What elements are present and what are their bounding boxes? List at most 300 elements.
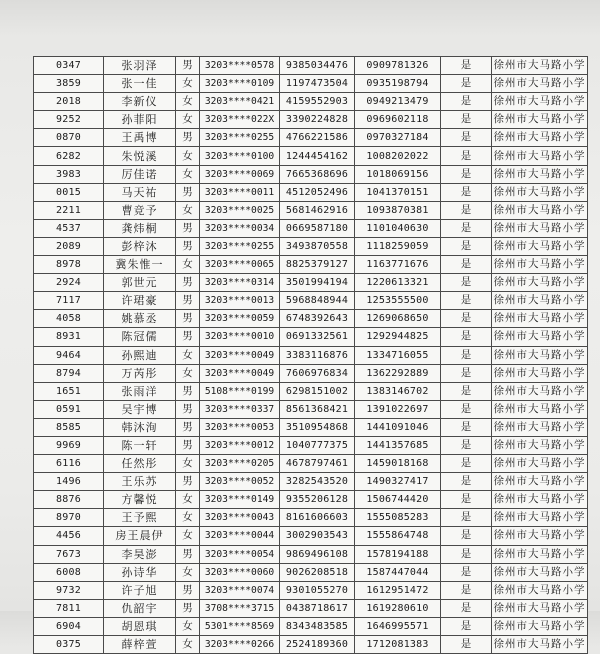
- cell-gender: 女: [176, 93, 200, 111]
- cell-number-b: 1441357685: [355, 436, 441, 454]
- cell-id: 2018: [34, 93, 104, 111]
- cell-gender: 男: [176, 599, 200, 617]
- cell-flag: 是: [441, 111, 492, 129]
- cell-name: 李昊澎: [104, 545, 176, 563]
- cell-number-b: 1220613321: [355, 274, 441, 292]
- cell-name: 方馨悦: [104, 491, 176, 509]
- cell-name: 韩沐洵: [104, 418, 176, 436]
- cell-id-number: 5108****0199: [200, 382, 280, 400]
- cell-id-number: 3203****0012: [200, 436, 280, 454]
- cell-id: 2924: [34, 274, 104, 292]
- cell-id: 9464: [34, 346, 104, 364]
- cell-number-a: 9026208518: [280, 563, 355, 581]
- cell-gender: 女: [176, 364, 200, 382]
- cell-flag: 是: [441, 292, 492, 310]
- cell-school: 徐州市大马路小学: [492, 274, 588, 292]
- cell-flag: 是: [441, 183, 492, 201]
- cell-id: 6282: [34, 147, 104, 165]
- cell-number-b: 1441091046: [355, 418, 441, 436]
- cell-school: 徐州市大马路小学: [492, 292, 588, 310]
- cell-flag: 是: [441, 201, 492, 219]
- cell-id: 8931: [34, 328, 104, 346]
- cell-name: 龚炜桐: [104, 219, 176, 237]
- cell-id-number: 3203****0049: [200, 364, 280, 382]
- table-row: [34, 237, 588, 255]
- cell-id: 0375: [34, 636, 104, 654]
- cell-gender: 女: [176, 346, 200, 364]
- cell-id-number: 3203****0043: [200, 509, 280, 527]
- cell-school: 徐州市大马路小学: [492, 617, 588, 635]
- table-row: [34, 292, 588, 310]
- cell-name: 王禹博: [104, 129, 176, 147]
- cell-id: 8794: [34, 364, 104, 382]
- cell-school: 徐州市大马路小学: [492, 183, 588, 201]
- cell-id-number: 3203****0052: [200, 473, 280, 491]
- table-row: [34, 75, 588, 93]
- cell-id: 1651: [34, 382, 104, 400]
- cell-name: 王乐苏: [104, 473, 176, 491]
- cell-number-a: 5968848944: [280, 292, 355, 310]
- table-row: [34, 436, 588, 454]
- cell-flag: 是: [441, 636, 492, 654]
- cell-number-b: 1163771676: [355, 256, 441, 274]
- table-row: [34, 93, 588, 111]
- table-row: [34, 310, 588, 328]
- table-row: [34, 581, 588, 599]
- cell-school: 徐州市大马路小学: [492, 599, 588, 617]
- cell-number-a: 9385034476: [280, 57, 355, 75]
- cell-flag: 是: [441, 382, 492, 400]
- cell-school: 徐州市大马路小学: [492, 509, 588, 527]
- cell-number-a: 3383116876: [280, 346, 355, 364]
- cell-school: 徐州市大马路小学: [492, 382, 588, 400]
- cell-id-number: 3203****0025: [200, 201, 280, 219]
- cell-id: 6904: [34, 617, 104, 635]
- table-row: [34, 473, 588, 491]
- cell-flag: 是: [441, 418, 492, 436]
- cell-gender: 男: [176, 382, 200, 400]
- cell-school: 徐州市大马路小学: [492, 93, 588, 111]
- cell-id: 7673: [34, 545, 104, 563]
- cell-number-b: 1506744420: [355, 491, 441, 509]
- cell-flag: 是: [441, 527, 492, 545]
- cell-name: 薛梓萱: [104, 636, 176, 654]
- cell-number-a: 4766221586: [280, 129, 355, 147]
- cell-number-b: 0935198794: [355, 75, 441, 93]
- cell-number-b: 1269068650: [355, 310, 441, 328]
- cell-number-b: 0970327184: [355, 129, 441, 147]
- cell-id-number: 3203****0149: [200, 491, 280, 509]
- cell-flag: 是: [441, 491, 492, 509]
- cell-flag: 是: [441, 147, 492, 165]
- cell-gender: 女: [176, 201, 200, 219]
- cell-id: 4537: [34, 219, 104, 237]
- cell-number-b: 1018069156: [355, 165, 441, 183]
- cell-number-b: 1253555500: [355, 292, 441, 310]
- cell-flag: 是: [441, 563, 492, 581]
- table-row: [34, 400, 588, 418]
- table-row: [34, 129, 588, 147]
- table-row: [34, 165, 588, 183]
- table-row: [34, 382, 588, 400]
- cell-school: 徐州市大马路小学: [492, 147, 588, 165]
- cell-gender: 女: [176, 563, 200, 581]
- cell-name: 许子旭: [104, 581, 176, 599]
- cell-gender: 男: [176, 292, 200, 310]
- cell-name: 陈一轩: [104, 436, 176, 454]
- cell-gender: 男: [176, 310, 200, 328]
- cell-number-a: 3493870558: [280, 237, 355, 255]
- cell-gender: 男: [176, 581, 200, 599]
- cell-id-number: 3203****0205: [200, 455, 280, 473]
- cell-number-a: 3390224828: [280, 111, 355, 129]
- cell-id: 7117: [34, 292, 104, 310]
- cell-gender: 女: [176, 111, 200, 129]
- cell-name: 郭世元: [104, 274, 176, 292]
- cell-gender: 男: [176, 237, 200, 255]
- cell-number-b: 0909781326: [355, 57, 441, 75]
- document-sheet: [33, 56, 587, 654]
- cell-number-b: 1391022697: [355, 400, 441, 418]
- cell-school: 徐州市大马路小学: [492, 473, 588, 491]
- cell-number-a: 0691332561: [280, 328, 355, 346]
- cell-name: 曹竞予: [104, 201, 176, 219]
- cell-number-b: 1646995571: [355, 617, 441, 635]
- cell-gender: 女: [176, 509, 200, 527]
- table-row: [34, 527, 588, 545]
- cell-number-b: 1362292889: [355, 364, 441, 382]
- cell-name: 胡恩琪: [104, 617, 176, 635]
- cell-id: 0347: [34, 57, 104, 75]
- cell-flag: 是: [441, 256, 492, 274]
- cell-flag: 是: [441, 328, 492, 346]
- cell-school: 徐州市大马路小学: [492, 129, 588, 147]
- cell-gender: 男: [176, 129, 200, 147]
- cell-school: 徐州市大马路小学: [492, 310, 588, 328]
- cell-flag: 是: [441, 219, 492, 237]
- cell-flag: 是: [441, 509, 492, 527]
- cell-id-number: 3203****0266: [200, 636, 280, 654]
- table-row: [34, 219, 588, 237]
- cell-name: 孙诗华: [104, 563, 176, 581]
- cell-id: 8585: [34, 418, 104, 436]
- cell-gender: 女: [176, 617, 200, 635]
- table-row: [34, 636, 588, 654]
- cell-id-number: 3203****0049: [200, 346, 280, 364]
- cell-name: 孙菲阳: [104, 111, 176, 129]
- table-row: [34, 599, 588, 617]
- cell-name: 房王晨伊: [104, 527, 176, 545]
- cell-id-number: 3203****0010: [200, 328, 280, 346]
- cell-flag: 是: [441, 436, 492, 454]
- table-row: [34, 201, 588, 219]
- cell-school: 徐州市大马路小学: [492, 364, 588, 382]
- cell-number-b: 0949213479: [355, 93, 441, 111]
- table-row: [34, 364, 588, 382]
- cell-id-number: 3708****3715: [200, 599, 280, 617]
- cell-gender: 女: [176, 636, 200, 654]
- cell-number-a: 9869496108: [280, 545, 355, 563]
- cell-school: 徐州市大马路小学: [492, 491, 588, 509]
- cell-id: 9252: [34, 111, 104, 129]
- cell-flag: 是: [441, 346, 492, 364]
- cell-name: 孙熙迪: [104, 346, 176, 364]
- cell-gender: 女: [176, 491, 200, 509]
- cell-number-a: 0669587180: [280, 219, 355, 237]
- cell-school: 徐州市大马路小学: [492, 256, 588, 274]
- cell-id-number: 3203****0109: [200, 75, 280, 93]
- cell-number-a: 9355206128: [280, 491, 355, 509]
- table-row: [34, 328, 588, 346]
- cell-id: 0015: [34, 183, 104, 201]
- table-row: [34, 418, 588, 436]
- cell-number-b: 1712081383: [355, 636, 441, 654]
- cell-gender: 男: [176, 545, 200, 563]
- table-row: [34, 256, 588, 274]
- cell-name: 仇韶宇: [104, 599, 176, 617]
- cell-id-number: 3203****0053: [200, 418, 280, 436]
- cell-school: 徐州市大马路小学: [492, 111, 588, 129]
- cell-number-a: 3282543520: [280, 473, 355, 491]
- cell-school: 徐州市大马路小学: [492, 328, 588, 346]
- cell-name: 彭梓沐: [104, 237, 176, 255]
- cell-name: 任然彤: [104, 455, 176, 473]
- cell-id-number: 3203****0034: [200, 219, 280, 237]
- cell-id: 8978: [34, 256, 104, 274]
- cell-number-b: 1555864748: [355, 527, 441, 545]
- cell-number-a: 9301055270: [280, 581, 355, 599]
- cell-number-a: 6748392643: [280, 310, 355, 328]
- cell-id-number: 3203****0578: [200, 57, 280, 75]
- cell-gender: 男: [176, 183, 200, 201]
- cell-id: 1496: [34, 473, 104, 491]
- cell-id-number: 3203****0069: [200, 165, 280, 183]
- cell-number-a: 2524189360: [280, 636, 355, 654]
- cell-gender: 男: [176, 328, 200, 346]
- cell-school: 徐州市大马路小学: [492, 527, 588, 545]
- cell-id-number: 3203****0059: [200, 310, 280, 328]
- cell-id-number: 3203****0060: [200, 563, 280, 581]
- cell-id-number: 3203****0065: [200, 256, 280, 274]
- cell-school: 徐州市大马路小学: [492, 455, 588, 473]
- cell-gender: 女: [176, 527, 200, 545]
- cell-gender: 男: [176, 219, 200, 237]
- cell-number-a: 0438718617: [280, 599, 355, 617]
- cell-name: 陈冠儒: [104, 328, 176, 346]
- cell-name: 李新仪: [104, 93, 176, 111]
- table-body: [34, 57, 588, 654]
- cell-school: 徐州市大马路小学: [492, 400, 588, 418]
- cell-id: 9969: [34, 436, 104, 454]
- cell-id: 9732: [34, 581, 104, 599]
- cell-flag: 是: [441, 400, 492, 418]
- cell-id: 7811: [34, 599, 104, 617]
- cell-name: 张一佳: [104, 75, 176, 93]
- cell-flag: 是: [441, 274, 492, 292]
- cell-number-a: 7665368696: [280, 165, 355, 183]
- cell-number-b: 1490327417: [355, 473, 441, 491]
- table-row: [34, 491, 588, 509]
- cell-number-a: 1244454162: [280, 147, 355, 165]
- table-row: [34, 183, 588, 201]
- cell-name: 许珺豪: [104, 292, 176, 310]
- cell-id-number: 3203****0074: [200, 581, 280, 599]
- table-row: [34, 346, 588, 364]
- cell-id-number: 3203****0255: [200, 129, 280, 147]
- table-row: [34, 147, 588, 165]
- cell-gender: 男: [176, 418, 200, 436]
- table-row: [34, 57, 588, 75]
- table-row: [34, 509, 588, 527]
- cell-id-number: 3203****0044: [200, 527, 280, 545]
- cell-number-b: 1383146702: [355, 382, 441, 400]
- cell-number-a: 1040777375: [280, 436, 355, 454]
- cell-flag: 是: [441, 75, 492, 93]
- cell-name: 厉佳诺: [104, 165, 176, 183]
- cell-name: 吴宇博: [104, 400, 176, 418]
- cell-number-b: 0969602118: [355, 111, 441, 129]
- cell-number-b: 1101040630: [355, 219, 441, 237]
- cell-number-b: 1093870381: [355, 201, 441, 219]
- cell-id: 8970: [34, 509, 104, 527]
- cell-gender: 男: [176, 274, 200, 292]
- cell-number-a: 6298151002: [280, 382, 355, 400]
- table-row: [34, 617, 588, 635]
- cell-id-number: 3203****0100: [200, 147, 280, 165]
- cell-flag: 是: [441, 473, 492, 491]
- cell-flag: 是: [441, 57, 492, 75]
- cell-id-number: 3203****0314: [200, 274, 280, 292]
- cell-id: 3983: [34, 165, 104, 183]
- cell-school: 徐州市大马路小学: [492, 165, 588, 183]
- student-list-table: [33, 56, 588, 654]
- cell-id-number: 3203****022X: [200, 111, 280, 129]
- cell-flag: 是: [441, 617, 492, 635]
- cell-gender: 男: [176, 473, 200, 491]
- cell-number-b: 1459018168: [355, 455, 441, 473]
- cell-id-number: 3203****0011: [200, 183, 280, 201]
- cell-school: 徐州市大马路小学: [492, 563, 588, 581]
- cell-number-b: 1041370151: [355, 183, 441, 201]
- cell-id-number: 3203****0054: [200, 545, 280, 563]
- cell-name: 姚慕丞: [104, 310, 176, 328]
- table-row: [34, 563, 588, 581]
- cell-id: 4058: [34, 310, 104, 328]
- table-row: [34, 545, 588, 563]
- cell-name: 朱悦溪: [104, 147, 176, 165]
- cell-id: 3859: [34, 75, 104, 93]
- cell-gender: 女: [176, 147, 200, 165]
- cell-number-a: 8561368421: [280, 400, 355, 418]
- cell-school: 徐州市大马路小学: [492, 57, 588, 75]
- cell-name: 张羽泽: [104, 57, 176, 75]
- cell-number-a: 3501994194: [280, 274, 355, 292]
- cell-number-a: 8343483585: [280, 617, 355, 635]
- cell-flag: 是: [441, 455, 492, 473]
- cell-id-number: 3203****0337: [200, 400, 280, 418]
- cell-school: 徐州市大马路小学: [492, 581, 588, 599]
- cell-name: 冀朱惟一: [104, 256, 176, 274]
- cell-school: 徐州市大马路小学: [492, 636, 588, 654]
- cell-gender: 女: [176, 256, 200, 274]
- cell-school: 徐州市大马路小学: [492, 346, 588, 364]
- cell-school: 徐州市大马路小学: [492, 219, 588, 237]
- cell-number-a: 4678797461: [280, 455, 355, 473]
- cell-number-a: 5681462916: [280, 201, 355, 219]
- cell-name: 张雨洋: [104, 382, 176, 400]
- cell-id: 2211: [34, 201, 104, 219]
- cell-gender: 女: [176, 455, 200, 473]
- cell-id-number: 3203****0421: [200, 93, 280, 111]
- cell-id: 6116: [34, 455, 104, 473]
- cell-school: 徐州市大马路小学: [492, 545, 588, 563]
- cell-number-a: 3510954868: [280, 418, 355, 436]
- cell-flag: 是: [441, 237, 492, 255]
- cell-number-b: 1555085283: [355, 509, 441, 527]
- cell-number-a: 4159552903: [280, 93, 355, 111]
- cell-id: 0870: [34, 129, 104, 147]
- cell-id: 0591: [34, 400, 104, 418]
- cell-gender: 女: [176, 75, 200, 93]
- cell-school: 徐州市大马路小学: [492, 237, 588, 255]
- cell-number-a: 4512052496: [280, 183, 355, 201]
- cell-number-b: 1118259059: [355, 237, 441, 255]
- cell-number-a: 1197473504: [280, 75, 355, 93]
- cell-number-b: 1619280610: [355, 599, 441, 617]
- cell-number-b: 1334716055: [355, 346, 441, 364]
- cell-name: 万芮彤: [104, 364, 176, 382]
- cell-flag: 是: [441, 599, 492, 617]
- cell-school: 徐州市大马路小学: [492, 201, 588, 219]
- cell-number-b: 1587447044: [355, 563, 441, 581]
- cell-flag: 是: [441, 129, 492, 147]
- cell-id: 6008: [34, 563, 104, 581]
- cell-flag: 是: [441, 581, 492, 599]
- cell-flag: 是: [441, 545, 492, 563]
- cell-number-a: 8825379127: [280, 256, 355, 274]
- cell-name: 王予熙: [104, 509, 176, 527]
- cell-school: 徐州市大马路小学: [492, 75, 588, 93]
- cell-flag: 是: [441, 165, 492, 183]
- cell-name: 马天祐: [104, 183, 176, 201]
- cell-id-number: 3203****0013: [200, 292, 280, 310]
- cell-flag: 是: [441, 93, 492, 111]
- cell-flag: 是: [441, 364, 492, 382]
- cell-number-a: 7606976834: [280, 364, 355, 382]
- table-row: [34, 111, 588, 129]
- cell-id-number: 5301****8569: [200, 617, 280, 635]
- cell-number-b: 1612951472: [355, 581, 441, 599]
- cell-number-a: 8161606603: [280, 509, 355, 527]
- cell-school: 徐州市大马路小学: [492, 418, 588, 436]
- cell-number-b: 1578194188: [355, 545, 441, 563]
- cell-school: 徐州市大马路小学: [492, 436, 588, 454]
- cell-id: 2089: [34, 237, 104, 255]
- cell-gender: 女: [176, 165, 200, 183]
- cell-id: 8876: [34, 491, 104, 509]
- cell-id: 4456: [34, 527, 104, 545]
- cell-number-a: 3002903543: [280, 527, 355, 545]
- table-row: [34, 455, 588, 473]
- cell-flag: 是: [441, 310, 492, 328]
- cell-gender: 男: [176, 57, 200, 75]
- table-row: [34, 274, 588, 292]
- cell-number-b: 1008202022: [355, 147, 441, 165]
- cell-gender: 男: [176, 436, 200, 454]
- cell-id-number: 3203****0255: [200, 237, 280, 255]
- cell-number-b: 1292944825: [355, 328, 441, 346]
- cell-gender: 男: [176, 400, 200, 418]
